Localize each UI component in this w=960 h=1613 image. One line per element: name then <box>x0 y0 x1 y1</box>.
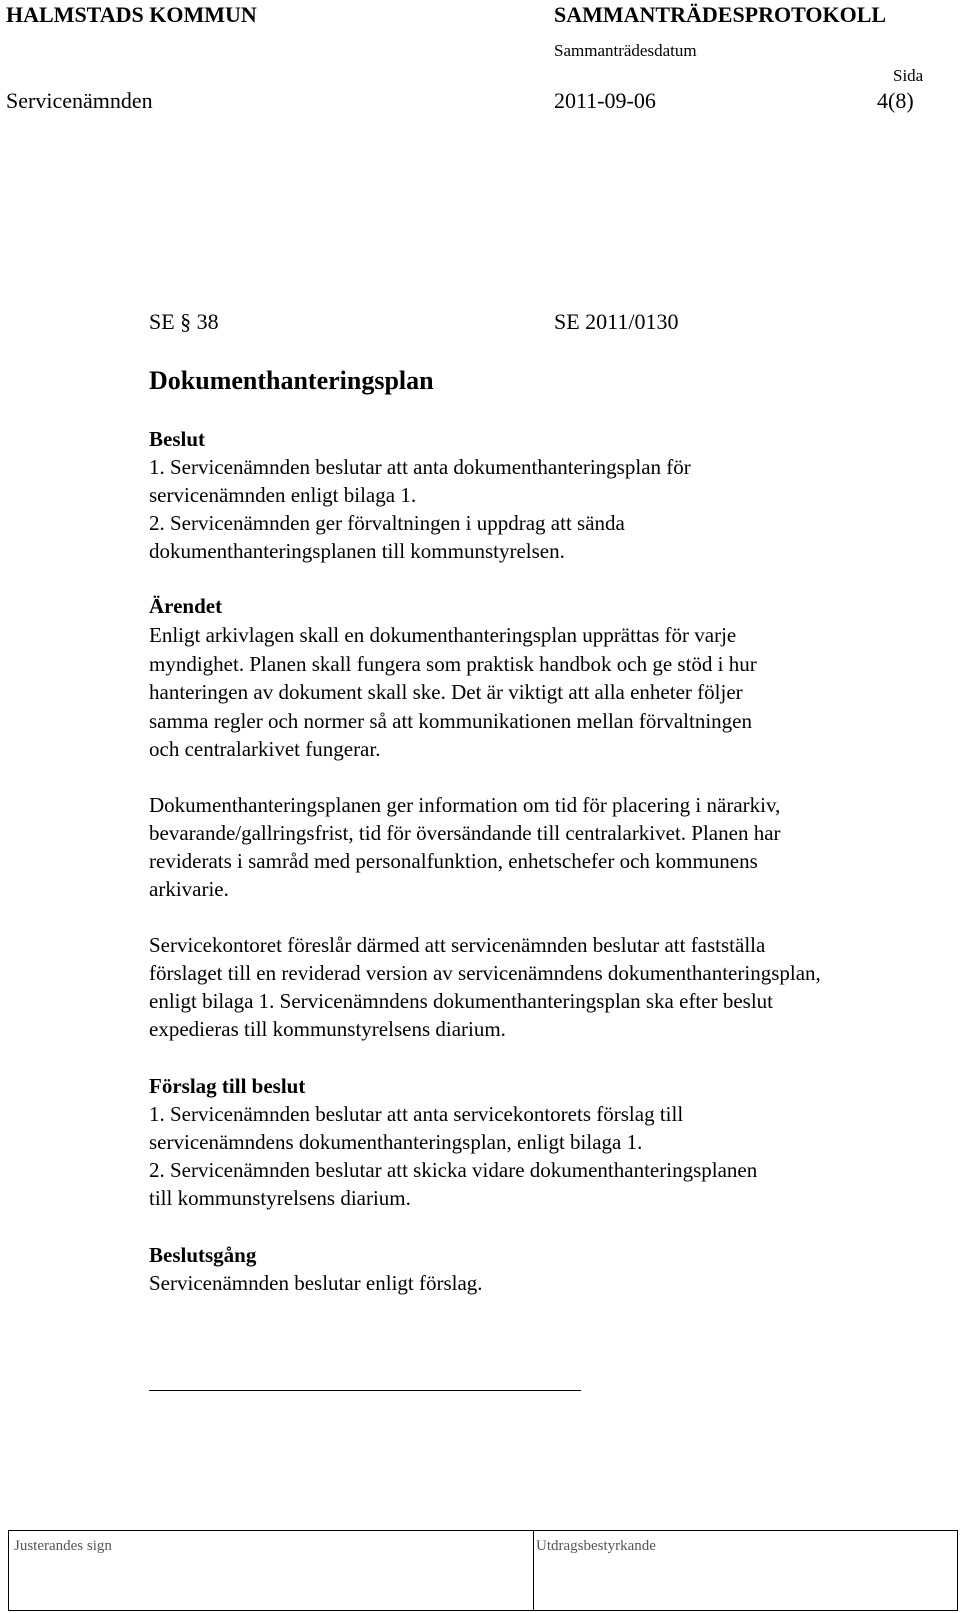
meeting-date: 2011-09-06 <box>554 88 656 113</box>
arendet-line: enligt bilaga 1. Servicenämndens dokumenthanteringsplan ska efter beslut <box>149 989 773 1013</box>
beslut-line: 1. Servicenämnden beslutar att anta dokumenthanteringsplan för <box>149 455 691 479</box>
page-label: Sida <box>893 66 924 85</box>
arendet-line: hanteringen av dokument skall ske. Det är viktigt att alla enheter följer <box>149 680 743 704</box>
section-number: SE § 38 <box>149 309 219 334</box>
page-number: 4(8) <box>877 88 914 113</box>
arendet-line: Enligt arkivlagen skall en dokumenthanteringsplan upprättas för varje <box>149 623 737 647</box>
beslutsgang-heading: Beslutsgång <box>149 1243 257 1267</box>
beslutsgang-text: Servicenämnden beslutar enligt förslag. <box>149 1271 483 1295</box>
arendet-line: Servicekontoret föreslår därmed att servicenämnden beslutar att fastställa <box>149 933 766 957</box>
case-title: Dokumenthanteringsplan <box>149 366 434 395</box>
beslut-line: servicenämnden enligt bilaga 1. <box>149 483 417 507</box>
justerandes-sign-label: Justerandes sign <box>14 1538 112 1554</box>
footer-divider <box>533 1530 534 1611</box>
signature-footer <box>8 1530 958 1611</box>
arendet-line: samma regler och normer så att kommunikationen mellan förvaltningen <box>149 709 752 733</box>
forslag-line: till kommunstyrelsens diarium. <box>149 1186 411 1210</box>
forslag-line: 2. Servicenämnden beslutar att skicka vidare dokumenthanteringsplanen <box>149 1158 758 1182</box>
beslut-heading: Beslut <box>149 427 206 451</box>
arendet-line: arkivarie. <box>149 877 229 901</box>
arendet-line: myndighet. Planen skall fungera som praktisk handbok och ge stöd i hur <box>149 652 757 676</box>
committee-name: Servicenämnden <box>6 88 153 113</box>
beslut-line: dokumenthanteringsplanen till kommunstyrelsen. <box>149 539 565 563</box>
signature-rule <box>149 1390 581 1391</box>
arendet-line: bevarande/gallringsfrist, tid för översändande till centralarkivet. Planen har <box>149 821 781 845</box>
forslag-line: 1. Servicenämnden beslutar att anta servicekontorets förslag till <box>149 1102 684 1126</box>
municipality-name: HALMSTADS KOMMUN <box>6 2 257 27</box>
arendet-line: expedieras till kommunstyrelsens diarium. <box>149 1017 506 1041</box>
arendet-line: Dokumenthanteringsplanen ger information om tid för placering i närarkiv, <box>149 793 781 817</box>
forslag-heading: Förslag till beslut <box>149 1074 306 1098</box>
document-type: SAMMANTRÄDESPROTOKOLL <box>554 2 887 27</box>
arendet-line: och centralarkivet fungerar. <box>149 737 381 761</box>
meeting-date-label: Sammanträdesdatum <box>554 41 697 60</box>
arendet-line: förslaget till en reviderad version av servicenämndens dokumenthanteringsplan, <box>149 961 821 985</box>
forslag-line: servicenämndens dokumenthanteringsplan, enligt bilaga 1. <box>149 1130 643 1154</box>
utdragsbestyrkande-label: Utdragsbestyrkande <box>536 1538 656 1554</box>
arendet-heading: Ärendet <box>149 594 223 618</box>
beslut-line: 2. Servicenämnden ger förvaltningen i uppdrag att sända <box>149 511 625 535</box>
diary-number: SE 2011/0130 <box>554 309 679 334</box>
arendet-line: reviderats i samråd med personalfunktion, enhetschefer och kommunens <box>149 849 758 873</box>
